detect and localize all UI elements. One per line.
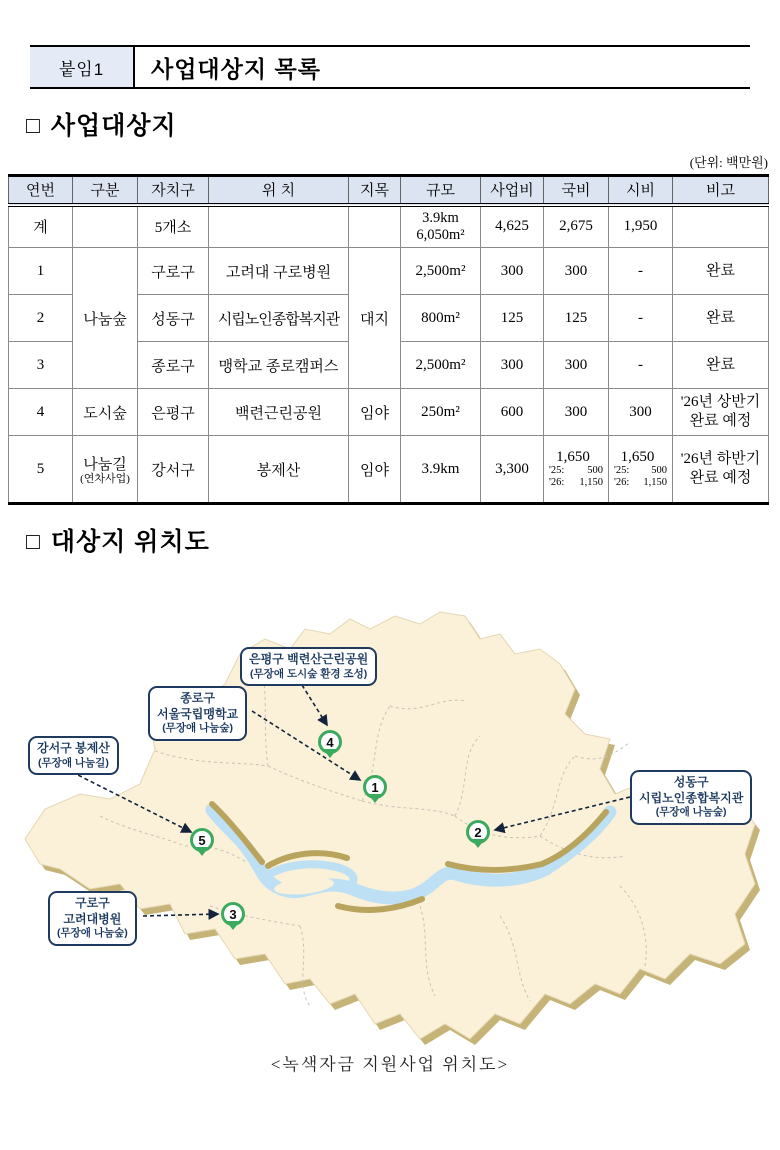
map-label-gangseo (28, 736, 119, 775)
y25-label: '25: (549, 465, 565, 477)
label-subline: (무장애 나눔숲) (57, 927, 128, 940)
attachment-tag: 붙임1 (30, 47, 135, 87)
col-header-scale: 규모 (401, 176, 481, 205)
map-pin-5: 5 (190, 828, 214, 852)
seoul-location-map (0, 604, 780, 1079)
y25-value: 500 (587, 465, 603, 477)
national-total: 1,650 (556, 448, 590, 465)
col-header-landuse: 지목 (349, 176, 401, 205)
col-header-note: 비고 (673, 176, 769, 205)
col-header-city: 시비 (609, 176, 673, 205)
cell-no: 2 (9, 295, 73, 342)
cell-scale: 800m² (401, 295, 481, 342)
table-row (9, 389, 769, 436)
y26-value: 1,150 (579, 477, 603, 489)
cell-total-city: 1,950 (609, 205, 673, 248)
cell-note: 완료 (673, 342, 769, 389)
cell-total-landuse (349, 205, 401, 248)
cell-note (673, 389, 769, 436)
cell-no: 1 (9, 248, 73, 295)
label-line: 강서구 봉제산 (37, 741, 110, 755)
label-line: 구로구 (75, 896, 110, 910)
cell-group (73, 436, 138, 504)
section1-label: 사업대상지 (50, 112, 177, 140)
cell-no: 4 (9, 389, 73, 436)
cell-city-breakdown (609, 436, 673, 504)
map-label-guro (48, 891, 137, 946)
cell-cost: 300 (481, 342, 544, 389)
cell-landuse: 임야 (349, 389, 401, 436)
label-line: 은평구 백련산근린공원 (249, 652, 369, 666)
map-label-eunpyeong (240, 647, 377, 686)
unit-note: (단위: 백만원) (689, 155, 768, 170)
total-scale-km: 3.9km (422, 210, 459, 227)
city-y26 (611, 477, 670, 489)
cell-group-merged: 나눔숲 (73, 248, 138, 389)
label-line: 서울국립맹학교 (157, 706, 239, 721)
cell-note (673, 436, 769, 504)
cell-district: 은평구 (138, 389, 209, 436)
col-header-group: 구분 (73, 176, 138, 205)
group-main: 나눔길 (83, 457, 127, 473)
cell-national-breakdown (544, 436, 609, 504)
cell-cost: 300 (481, 248, 544, 295)
table-row-total (9, 205, 769, 248)
note-line1: '26년 상반기 (680, 394, 761, 411)
y26-label: '26: (549, 477, 565, 489)
label-line: 성동구 (673, 775, 709, 789)
cell-scale: 3.9km (401, 436, 481, 504)
col-header-location: 위 치 (209, 176, 349, 205)
total-scale-m2: 6,050m² (416, 226, 465, 243)
cell-national: 125 (544, 295, 609, 342)
cell-total-district: 5개소 (138, 205, 209, 248)
cell-note: 완료 (673, 295, 769, 342)
section-title-sites (26, 106, 780, 142)
seoul-map-svg (0, 604, 780, 1079)
cell-city: - (609, 248, 673, 295)
col-header-national: 국비 (544, 176, 609, 205)
map-label-seongdong (630, 770, 752, 825)
cell-cost: 600 (481, 389, 544, 436)
project-sites-table (8, 174, 769, 505)
y26-label: '26: (614, 477, 630, 489)
cell-scale: 250m² (401, 389, 481, 436)
map-pin-2: 2 (466, 820, 490, 844)
cell-location: 맹학교 종로캠퍼스 (209, 342, 349, 389)
cell-landuse-merged: 대지 (349, 248, 401, 389)
label-subline: (무장애 나눔길) (38, 756, 109, 769)
cell-district: 종로구 (138, 342, 209, 389)
cell-no: 3 (9, 342, 73, 389)
document-title: 사업대상지 목록 (151, 55, 321, 82)
cell-scale: 2,500m² (401, 248, 481, 295)
map-pin-4: 4 (318, 730, 342, 754)
cell-landuse: 임야 (349, 436, 401, 504)
y26-value: 1,150 (643, 477, 667, 489)
cell-national: 300 (544, 248, 609, 295)
section2-label: 대상지 위치도 (50, 528, 210, 556)
cell-group: 도시숲 (73, 389, 138, 436)
table-row (9, 248, 769, 295)
cell-total-group (73, 205, 138, 248)
label-line: 시립노인종합복지관 (639, 790, 744, 805)
square-bullet-icon: □ (26, 112, 41, 138)
map-caption: <녹색자금 지원사업 위치도> (270, 1055, 510, 1074)
y25-label: '25: (614, 465, 630, 477)
table-row (9, 436, 769, 504)
cell-national: 300 (544, 342, 609, 389)
map-pin-3: 3 (221, 902, 245, 926)
y25-value: 500 (651, 465, 667, 477)
cell-note: 완료 (673, 248, 769, 295)
note-line1: '26년 하반기 (680, 451, 761, 468)
cell-district: 성동구 (138, 295, 209, 342)
cell-total-scale (401, 205, 481, 248)
map-label-jongno (148, 686, 247, 741)
label-subline: (무장애 나눔숲) (655, 806, 727, 819)
label-line: 고려대병원 (63, 911, 122, 926)
label-subline: (무장애 나눔숲) (162, 722, 233, 735)
cell-location: 시립노인종합복지관 (209, 295, 349, 342)
cell-scale: 2,500m² (401, 342, 481, 389)
city-total: 1,650 (620, 448, 655, 465)
city-y25 (611, 465, 670, 477)
national-y26 (546, 477, 606, 489)
map-pin-1: 1 (363, 775, 387, 799)
group-sub: (연차사업) (80, 473, 130, 485)
col-header-no: 연번 (9, 176, 73, 205)
cell-district: 구로구 (138, 248, 209, 295)
cell-national: 300 (544, 389, 609, 436)
section-title-map (26, 522, 780, 558)
cell-location: 백련근린공원 (209, 389, 349, 436)
col-header-cost: 사업비 (481, 176, 544, 205)
label-line: 종로구 (180, 691, 215, 705)
attachment-band (30, 45, 750, 89)
note-line2: 완료 예정 (689, 470, 752, 486)
cell-total-cost: 4,625 (481, 205, 544, 248)
cell-cost: 3,300 (481, 436, 544, 504)
cell-cost: 125 (481, 295, 544, 342)
label-subline: (무장애 도시숲 환경 조성) (250, 667, 368, 680)
note-line2: 완료 예정 (689, 413, 752, 429)
cell-total-national: 2,675 (544, 205, 609, 248)
cell-total-note (673, 205, 769, 248)
cell-location: 봉제산 (209, 436, 349, 504)
national-y25 (546, 465, 606, 477)
cell-no: 5 (9, 436, 73, 504)
table-header-row (9, 176, 769, 205)
cell-total-no: 계 (9, 205, 73, 248)
cell-total-location (209, 205, 349, 248)
square-bullet-icon: □ (26, 528, 41, 554)
cell-city: - (609, 295, 673, 342)
cell-location: 고려대 구로병원 (209, 248, 349, 295)
cell-city: - (609, 342, 673, 389)
col-header-district: 자치구 (138, 176, 209, 205)
cell-district: 강서구 (138, 436, 209, 504)
cell-city: 300 (609, 389, 673, 436)
